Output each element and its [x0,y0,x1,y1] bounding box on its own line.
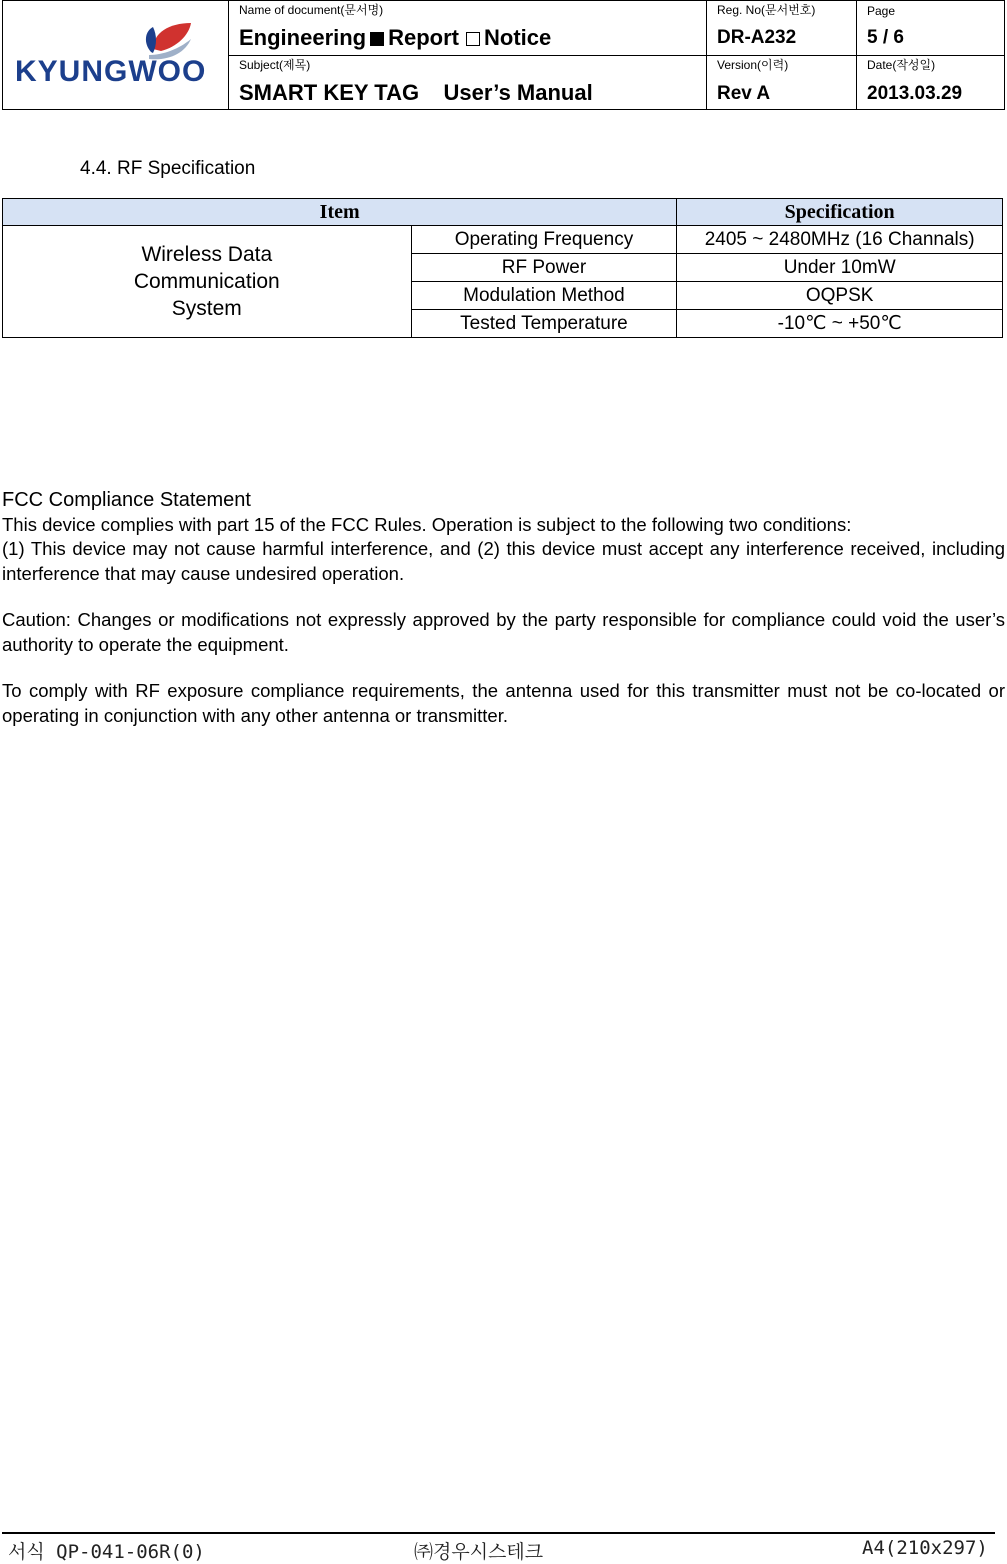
footer-paper-size: A4(210x297) [862,1537,988,1559]
group-cell [3,226,412,338]
column-header-item: Item [3,199,677,226]
spec-name: Operating Frequency [411,226,677,254]
version: Rev A [717,83,771,104]
doc-type [239,25,551,51]
version-label: Version(이력) [717,58,789,72]
date: 2013.03.29 [867,83,963,104]
page-label: Page [867,4,896,18]
doc-name-label: Name of document(문서명) [239,3,384,17]
doc-type-prefix: Engineering [239,25,367,50]
group-label-line: Communication [133,270,280,293]
table-row [3,226,1003,254]
fcc-statement [2,488,1005,728]
svg-text:KYUNGWOO: KYUNGWOO [15,55,207,88]
spec-value: 2405 ~ 2480MHz (16 Channals) [677,226,1003,254]
section-title: 4.4. RF Specification [80,158,256,179]
date-label: Date(작성일) [867,58,936,72]
fcc-rf-exposure: To comply with RF exposure compliance requirements, the antenna used for this transmitter must not be co-located or operating in conjunction with any other antenna or transmitter. [2,680,1005,726]
table-header-row [3,199,1003,226]
fcc-paragraph: (1) This device may not cause harmful interference, and (2) this device must accept any interference received, including interference that may cause undesired operation. [2,538,1005,584]
footer-company: ㈜경우시스테크 [414,1541,544,1563]
footer-form-no: 서식 QP-041-06R(0) [8,1541,205,1563]
checked-box-icon [370,32,384,46]
fcc-caution: Caution: Changes or modifications not expressly approved by the party responsible for compliance could void the user’s authority to operate the equipment. [2,609,1005,655]
divider [228,55,1004,56]
doc-type-report: Report [388,25,460,50]
spec-name: RF Power [411,254,677,282]
unchecked-box-icon [466,32,480,46]
subject-label: Subject(제목) [239,58,311,72]
subject: SMART KEY TAG User’s Manual [239,80,593,105]
fcc-paragraph: This device complies with part 15 of the FCC Rules. Operation is subject to the following two conditions: [2,513,852,535]
kyungwoo-logo [13,19,223,89]
reg-no: DR-A232 [717,27,797,48]
spec-name: Modulation Method [411,282,677,310]
group-label-line: Wireless Data [141,243,273,266]
document-header [2,0,1005,110]
page-number: 5 / 6 [867,27,904,48]
column-header-specification: Specification [677,199,1003,226]
spec-value: -10℃ ~ +50℃ [677,310,1003,338]
rf-spec-table [2,198,1003,338]
doc-type-notice: Notice [484,25,552,50]
fcc-title: FCC Compliance Statement [2,489,251,511]
group-label-line: System [171,297,242,320]
spec-name: Tested Temperature [411,310,677,338]
reg-no-label: Reg. No(문서번호) [717,3,816,17]
footer-rule [2,1532,995,1534]
spec-value: Under 10mW [677,254,1003,282]
spec-value: OQPSK [677,282,1003,310]
